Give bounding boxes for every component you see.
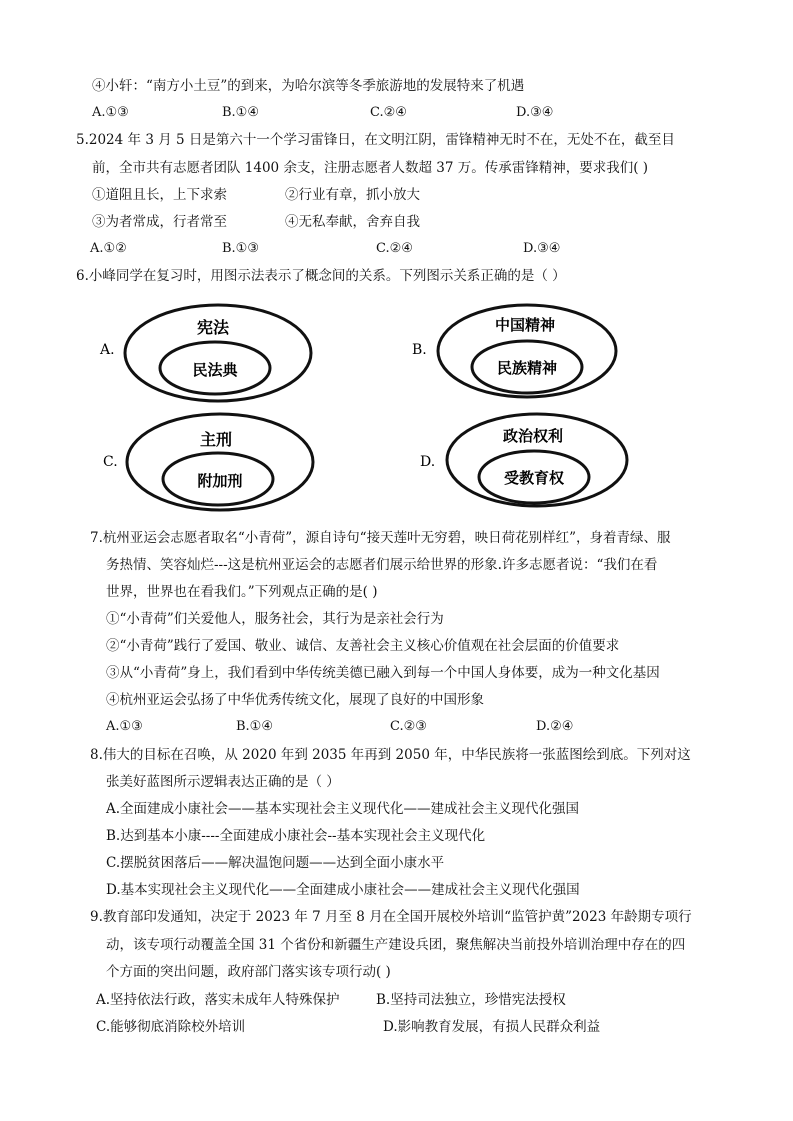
diagram-b-inner-label: 民族精神: [496, 359, 558, 377]
q5-option-b: B.①③: [222, 241, 259, 256]
q8-option-c: C.摆脱贫困落后——解决温饱问题——达到全面小康水平: [106, 855, 445, 871]
q9-stem-line1: 9.教育部印发通知，决定于 2023 年 7 月至 8 月在全国开展校外培训“监管护黄”2023 年龄期专项行: [90, 909, 692, 925]
q9-stem-line2: 动，该专项行动覆盖全国 31 个省份和新疆生产建设兵团，聚焦解决当前投外培训治理中存在的四: [106, 937, 686, 953]
q9-option-c: C.能够彻底消除校外培训: [96, 1019, 246, 1035]
diagram-c-letter: C.: [103, 454, 118, 470]
diagram-a-letter: A.: [100, 342, 115, 358]
q8-stem-line2: 张美好蓝图所示逻辑表达正确的是（ ）: [106, 774, 340, 790]
q5-option-c: C.②④: [376, 241, 413, 256]
q9-option-a: A.坚持依法行政，落实未成年人特殊保护: [96, 992, 340, 1008]
q5-statement-1: ①道阻且长，上下求索: [92, 187, 227, 203]
q8-option-a: A.全面建成小康社会——基本实现社会主义现代化——建成社会主义现代化强国: [106, 801, 580, 817]
diagram-a: [100, 300, 320, 410]
q7-stem-line1: 7.杭州亚运会志愿者取名“小青荷”，源自诗句“接天莲叶无穷碧，映日荷花别样红”，身着青绿、服: [90, 530, 671, 546]
q5-statement-3: ③为者常成，行者常至: [92, 214, 227, 230]
q5-statement-4: ④无私奉献，舍弃自我: [285, 214, 420, 230]
q8-stem-line1: 8.伟大的目标在召唤，从 2020 年到 2035 年再到 2050 年，中华民族将一张蓝图绘到底。下列对这: [90, 747, 691, 763]
diagram-b-outer-label: 中国精神: [494, 316, 556, 334]
diagram-d-letter: D.: [420, 454, 436, 470]
q9-option-b: B.坚持司法独立，珍惜宪法授权: [376, 992, 566, 1008]
q5-stem-line1: 5.2024 年 3 月 5 日是第六十一个学习雷锋日，在文明江阴，雷锋精神无时不在，无处不在，截至目: [76, 132, 675, 148]
q7-stem-line3: 世界，世界也在看我们。”下列观点正确的是( ): [106, 584, 378, 600]
q4-option-b: B.①④: [222, 105, 259, 120]
diagram-d: [420, 410, 640, 520]
q7-option-a: A.①③: [106, 719, 143, 734]
q7-statement-4: ④杭州亚运会弘扬了中华优秀传统文化，展现了良好的中国形象: [106, 692, 484, 708]
q8-option-b: B.达到基本小康----全面建成小康社会--基本实现社会主义现代化: [106, 828, 486, 844]
q8-option-d: D.基本实现社会主义现代化——全面建成小康社会——建成社会主义现代化强国: [106, 882, 580, 898]
diagram-a-outer-label: 宪法: [196, 318, 230, 337]
diagram-d-outer-label: 政治权利: [502, 427, 564, 445]
q4-option-c: C.②④: [370, 105, 407, 120]
q7-stem-line2: 务热情、笑容灿烂---这是杭州亚运会的志愿者们展示给世界的形象.许多志愿者说：“我们在看: [106, 557, 658, 573]
q7-option-b: B.①④: [236, 719, 273, 734]
diagram-c: [103, 410, 323, 520]
q6-stem: 6.小峰同学在复习时，用图示法表示了概念间的关系。下列图示关系正确的是（ ）: [76, 268, 566, 284]
diagram-d-inner-label: 受教育权: [503, 469, 565, 487]
q7-statement-3: ③从“小青荷”身上，我们看到中华传统美德已融入到每一个中国人身体要，成为一种文化基因: [106, 665, 660, 681]
q5-stem-line2: 前，全市共有志愿者团队 1400 余支，注册志愿者人数超 37 万。传承雷锋精神，要求我们( ): [92, 160, 649, 176]
q7-statement-1: ①“小青荷”们关爱他人，服务社会，其行为是亲社会行为: [106, 611, 444, 627]
q4-statement-4: ④小轩：“南方小土豆”的到来，为哈尔滨等冬季旅游地的发展特来了机遇: [92, 78, 525, 94]
q9-stem-line3: 个方面的突出问题，政府部门落实该专项行动( ): [106, 964, 391, 980]
diagram-a-inner-label: 民法典: [192, 361, 238, 379]
q7-option-c: C.②③: [390, 719, 427, 734]
q4-option-d: D.③④: [516, 105, 554, 120]
diagram-c-outer-ellipse: [127, 414, 313, 510]
q5-option-d: D.③④: [523, 241, 561, 256]
q9-option-d: D.影响教育发展，有损人民群众利益: [383, 1019, 601, 1035]
q7-statement-2: ②“小青荷”践行了爱国、敬业、诚信、友善社会主义核心价值观在社会层面的价值要求: [106, 638, 620, 654]
diagram-c-inner-label: 附加刑: [197, 472, 243, 490]
q4-option-a: A.①③: [92, 105, 129, 120]
diagram-b: [412, 300, 632, 410]
diagram-b-letter: B.: [412, 342, 427, 358]
diagram-c-outer-label: 主刑: [199, 430, 233, 449]
q5-option-a: A.①②: [90, 241, 127, 256]
q7-option-d: D.②④: [536, 719, 574, 734]
q5-statement-2: ②行业有章，抓小放大: [285, 187, 420, 203]
